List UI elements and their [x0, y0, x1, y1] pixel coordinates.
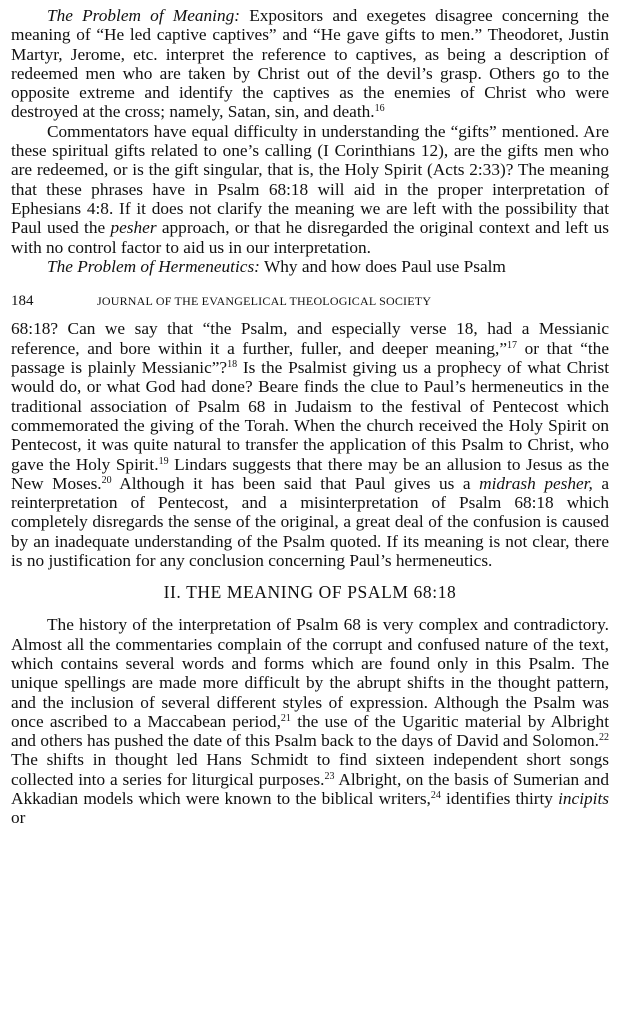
footnote-ref: 19 — [158, 455, 169, 467]
footnote-ref: 24 — [430, 789, 441, 801]
footnote-ref: 23 — [324, 770, 335, 782]
page-number: 184 — [11, 293, 34, 310]
run-in-heading: The Problem of Meaning: — [47, 6, 241, 25]
running-header — [11, 292, 609, 311]
run-in-heading: The Problem of Hermeneutics: — [47, 256, 260, 276]
journal-page — [11, 0, 609, 828]
section-heading: II. THE MEANING OF PSALM 68:18 — [163, 582, 457, 603]
footnote-ref: 17 — [507, 339, 518, 351]
italic-term: midrash pesher, — [479, 473, 593, 493]
footnote-ref: 18 — [227, 359, 238, 371]
paragraph-continuation: 68:18? Can we say that “the Psalm, and especially verse 18, had a Messianic reference, and bore within it a further, fuller, and deeper meaning,”$^{17}$ or that “the passage is plainly Messianic”?$^{18}$ Is the Psalmist giving us a prophecy of what Christ would do, or what God had done? Beare finds the clue to Paul’s hermeneutics in the traditional association of Psalm 68 in Judaism to the festival of Pentecost which commemorated the giving of the Torah. When the church received the Holy Spirit on Pentecost, it was quite natural to transfer the application of this Psalm to Christ, who gave the Holy Spirit.$^{19}$ Lindars suggests that there may be an allusion to Jesus as the New Moses.$^{20}$ Although it has been said that Paul gives us a midrash pesher, a reinterpretation of Pentecost, and a misinterpretation of Psalm 68:18 which completely disregards the sense of the original, a great deal of the confusion is caused by an inadequate understanding of the Psalm quoted. If its meaning is not clear, there is no justification for any conclusion concerning Paul’s hermeneutics. — [11, 319, 610, 571]
paragraph-problem-of-hermeneutics: The Problem of Hermeneutics: Why and how does Paul use Psalm — [47, 256, 506, 276]
italic-term: incipits — [558, 788, 609, 808]
journal-title: JOURNAL OF THE EVANGELICAL THEOLOGICAL SOCIETY — [97, 294, 432, 309]
paragraph-history: The history of the interpretation of Psalm 68 is very complex and contradictory. Almost all the commentaries complain of the corrupt and confused nature of the text, which contains several words and forms which are found only in this Psalm. The unique spellings are made more difficult by the abrupt shifts in the thought pattern, and the inclusion of several different styles of expression. Although the Psalm was once ascribed to a Maccabean period,$^{21}$ the use of the Ugaritic material by Albright and others has pushed the date of this Psalm back to the days of David and Solomon.$^{22}$ The shifts in thought led Hans Schmidt to find sixteen independent short songs collected into a series for liturgical purposes.$^{23}$ Albright, on the basis of Sumerian and Akkadian models which were known to the biblical writers,$^{24}$ identifies thirty incipits or — [11, 615, 610, 828]
footnote-ref: 16 — [374, 103, 385, 115]
previous-page-text — [11, 0, 609, 276]
footnote-ref: 20 — [101, 474, 112, 486]
paragraph-problem-of-meaning: The Problem of Meaning: Expositors and exegetes disagree concerning the meaning of “He led captive captives” and “He gave gifts to men.” Theodoret, Justin Martyr, Jerome, etc. interpret the reference to captives, as being a description of redeemed men who are taken by Christ out of the devil’s grasp. Others go to the opposite extreme and identify the captives as the enemies of Christ who were destroyed at the cross; namely, Satan, sin, and death.$^{16}$ — [11, 6, 609, 122]
paragraph-gifts: Commentators have equal difficulty in understanding the “gifts” mentioned. Are these spiritual gifts related to one’s calling (I Corinthians 12), are the gifts men who are redeemed, or is the gift singular, that is, the Holy Spirit (Acts 2:33)? The meaning that these phrases have in Psalm 68:18 will aid in the proper interpretation of Ephesians 4:8. If it does not clarify the meaning we are left with the possibility that Paul used the pesher approach, or that he disregarded the original context and left us with no control factor to aid us in our interpretation. — [11, 121, 609, 257]
italic-term: pesher — [110, 218, 157, 238]
footnote-ref: 22 — [599, 732, 609, 744]
footnote-ref: 21 — [280, 712, 291, 724]
